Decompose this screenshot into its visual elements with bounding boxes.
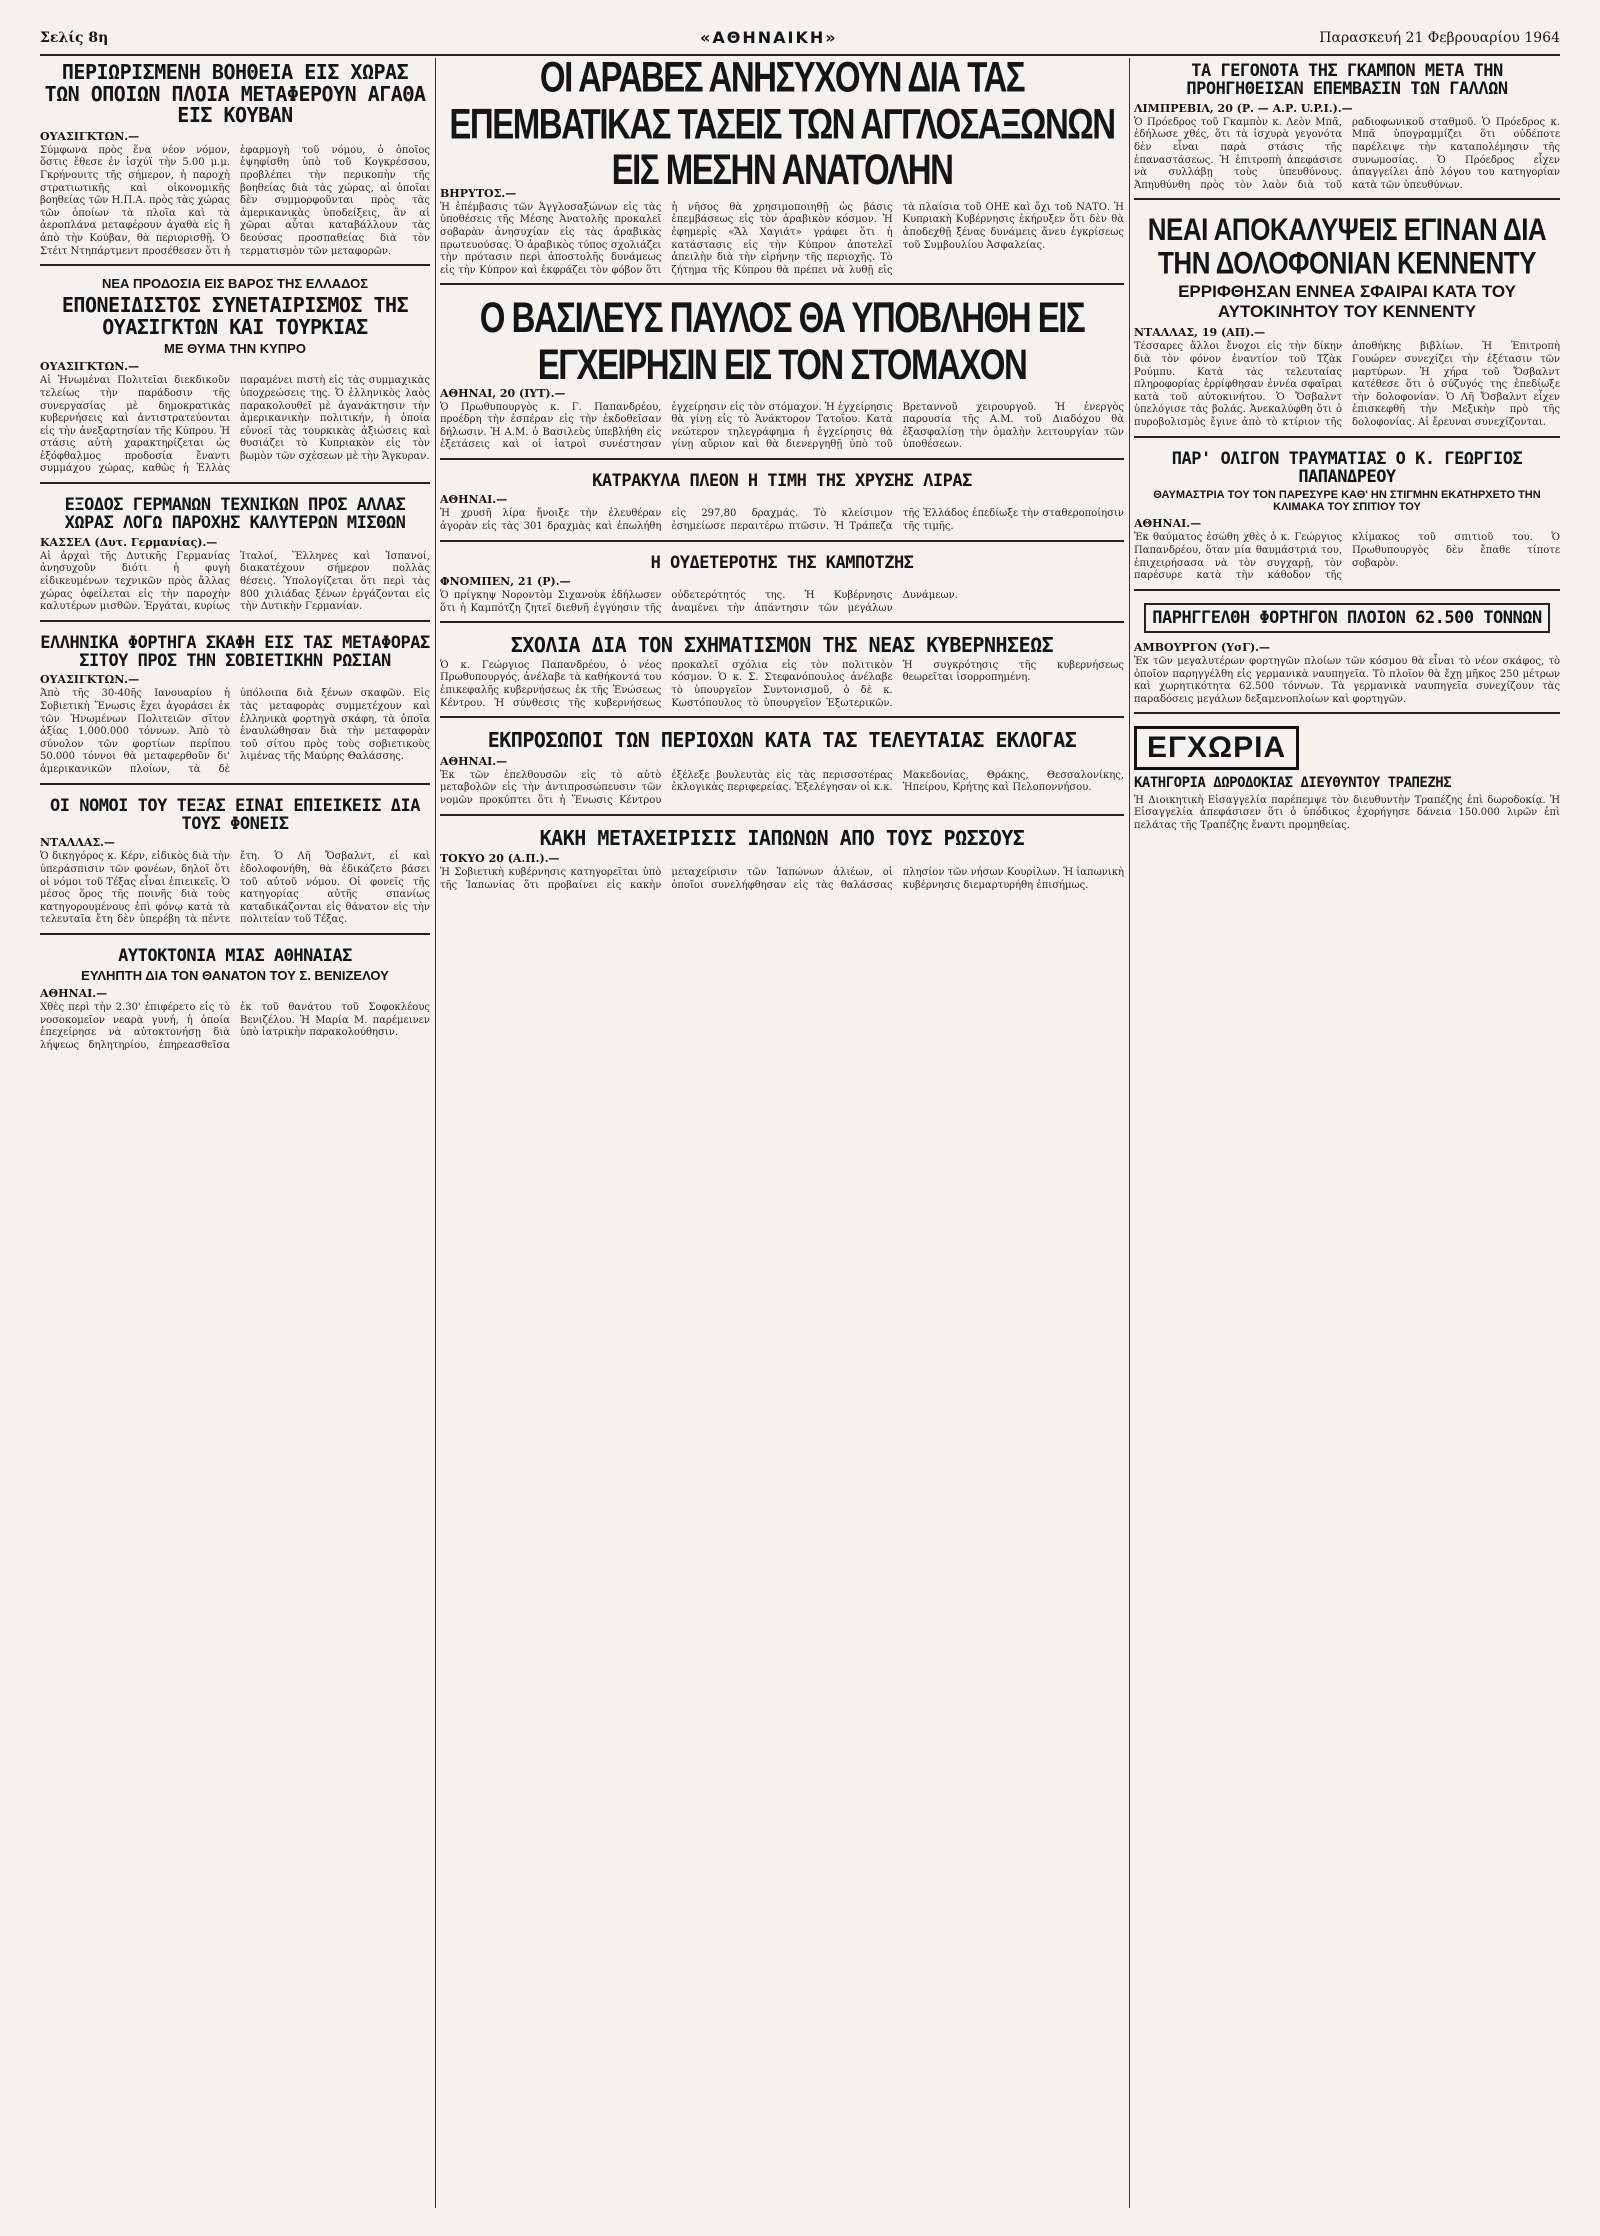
section-logo: ΕΓΧΩΡΙΑ (1134, 726, 1299, 770)
article-subheadline: ΘΑΥΜΑΣΤΡΙΑ ΤΟΥ ΤΟΝ ΠΑΡΕΣΥΡΕ ΚΑΘ' ΗΝ ΣΤΙΓΜΗΝ ΕΚΑΤΗΡΧΕΤΟ ΤΗΝ ΚΛΙΜΑΚΑ ΤΟΥ ΣΠΙΤΙΟΥ ΤΟΥ (1153, 489, 1541, 514)
article-suicide (40, 943, 430, 1059)
article-japanese-fishermen (440, 824, 1124, 899)
article-dateline: ΑΘΗΝΑΙ.— (40, 987, 108, 1001)
headline-box (1144, 603, 1550, 633)
article-headline: ΠΕΡΙΩΡΙΣΜΕΝΗ ΒΟΗΘΕΙΑ ΕΙΣ ΧΩΡΑΣ ΤΩΝ ΟΠΟΙΩΝ ΠΛΟΙΑ ΜΕΤΑΦΕΡΟΥΝ ΑΓΑΘΑ ΕΙΣ ΚΟΥΒΑΝ (44, 60, 426, 128)
article-dateline: ΟΥΑΣΙΓΚΤΩΝ.— (40, 360, 140, 374)
article-body: Χθὲς περὶ τὴν 2.30' ἐπιφέρετο εἰς τὸ νοσοκομεῖον νεαρὰ γυνή, ἡ ὁποία ἐπεχείρησε νὰ αὐτοκτονήσῃ διὰ λήψεως δηλητηρίου, ἐπηρεασθεῖσα ἐκ τοῦ θανάτου τοῦ Σοφοκλέους Βενιζέλου. Ἡ Μαρία Μ. παρέμεινεν ὑπὸ ἰατρικὴν παρακολούθησιν. (40, 1002, 430, 1052)
article-dateline: ΦΝΟΜΠΕΝ, 21 (Ρ).— (440, 574, 571, 588)
column-center (440, 58, 1124, 2208)
column-left (40, 58, 430, 2208)
issue-date: Παρασκευή 21 Φεβρουαρίου 1964 (1319, 30, 1560, 46)
article-election-reps (440, 726, 1124, 815)
article-kennedy (1134, 208, 1560, 437)
article-headline: ΕΠΟΝΕΙΔΙΣΤΟΣ ΣΥΝΕΤΑΙΡΙΣΜΟΣ ΤΗΣ ΟΥΑΣΙΓΚΤΩΝ ΚΑΙ ΤΟΥΡΚΙΑΣ (61, 293, 409, 339)
column-right (1134, 58, 1560, 2208)
article-dateline: ΒΗΡΥΤΟΣ.— (440, 186, 517, 200)
article-dateline: ΟΥΑΣΙΓΚΤΩΝ.— (40, 129, 140, 143)
article-headline: ΝΕΑΙ ΑΠΟΚΑΛΥΨΕΙΣ ΕΓΙΝΑΝ ΔΙΑ ΤΗΝ ΔΟΛΟΦΟΝΙΑΝ ΚΕΝΝΕΝΤΥ (1147, 211, 1547, 282)
article-headline: ΟΙ ΑΡΑΒΕΣ ΑΝΗΣΥΧΟΥΝ ΔΙΑ ΤΑΣ ΕΠΕΜΒΑΤΙΚΑΣ ΤΑΣΕΙΣ ΤΩΝ ΑΓΓΛΟΣΑΞΩΝΩΝ ΕΙΣ ΜΕΣΗΝ ΑΝΑΤΟΛΗΝ (449, 58, 1115, 194)
article-headline: ΕΛΛΗΝΙΚΑ ΦΟΡΤΗΓΑ ΣΚΑΦΗ ΕΙΣ ΤΑΣ ΜΕΤΑΦΟΡΑΣ ΣΙΤΟΥ ΠΡΟΣ ΤΗΝ ΣΟΒΙΕΤΙΚΗΝ ΡΩΣΙΑΝ (40, 632, 430, 672)
article-headline: ΑΥΤΟΚΤΟΝΙΑ ΜΙΑΣ ΑΘΗΝΑΙΑΣ (118, 945, 352, 966)
article-dateline: ΑΘΗΝΑΙ.— (440, 493, 508, 507)
article-body: Ὁ δικηγόρος κ. Κέρν, εἰδικὸς διὰ τὴν ὑπεράσπισιν τῶν φονέων, δηλοῖ ὅτι οἱ νόμοι τοῦ Τέξας εἶναι ἐπιεικεῖς. Ὁ μέσος ὅρος τῆς ποινῆς διὰ τοὺς κατηγορουμένους ἐπὶ φόνῳ κατὰ τὰ τελευταῖα ἔτη δὲν ὑπερέβη τὰ πέντε ἔτη. Ὁ Λῆ Ὄσβαλντ, εἰ καὶ ἐδολοφονήθη, θὰ ἐδικάζετο βάσει τοῦ αὐτοῦ νόμου. Οἱ φονεῖς τῆς κατηγορίας αὐτῆς σπανίως καταδικάζονται εἰς θάνατον εἰς τὴν πολιτείαν τοῦ Τέξας. (40, 851, 430, 926)
masthead (40, 28, 1560, 56)
article-subheadline: ΕΡΡΙΦΘΗΣΑΝ ΕΝΝΕΑ ΣΦΑΙΡΑΙ ΚΑΤΑ ΤΟΥ ΑΥΤΟΚΙΝΗΤΟΥ ΤΟΥ ΚΕΝΝΕΝΤΥ (1178, 282, 1516, 322)
newspaper-title: «ΑΘΗΝΑΙΚΗ» (700, 28, 838, 47)
article-body: Ὁ πρίγκηψ Νοροντὸμ Σιχανοὺκ ἐδήλωσεν ὅτι ἡ Καμπότζη ζητεῖ διεθνῆ ἐγγύησιν τῆς οὐδετερότητός της. Ἡ Κυβέρνησις ἀναμένει τὴν ἀπάντησιν τῶν μεγάλων Δυνάμεων. (440, 589, 958, 614)
article-dateline: ΚΑΣΣΕΛ (Δυτ. Γερμανίας).— (40, 535, 218, 549)
article-headline: ΤΑ ΓΕΓΟΝΟΤΑ ΤΗΣ ΓΚΑΜΠΟΝ ΜΕΤΑ ΤΗΝ ΠΡΟΗΓΗΘΕΙΣΑΝ ΕΠΕΜΒΑΣΙΝ ΤΩΝ ΓΑΛΛΩΝ (1186, 61, 1508, 100)
article-dateline: ΑΘΗΝΑΙ.— (1134, 517, 1202, 531)
article-cargo-ship (1134, 599, 1560, 715)
article-king-paul (440, 293, 1124, 460)
article-headline: ΚΑΚΗ ΜΕΤΑΧΕΙΡΙΣΙΣ ΙΑΠΩΝΩΝ ΑΠΟ ΤΟΥΣ ΡΩΣΣΟΥΣ (539, 825, 1025, 850)
article-body: Ἐκ θαύματος ἐσώθη χθὲς ὁ κ. Γεώργιος Παπανδρέου, ὅταν μία θαυμάστριά του, ἐπιχειρήσασα νὰ τὸν συγχαρῇ, τὸν παρέσυρε κατὰ τὴν κάθοδον τῆς κλίμακος τοῦ σπιτιοῦ του. Ὁ Πρωθυπουργὸς δὲν ἔπαθε τίποτε σοβαρὸν. (1134, 532, 1560, 582)
article-dateline: ΤΟΚΥΟ 20 (Α.Π.).— (440, 852, 560, 866)
article-dateline: ΑΘΗΝΑΙ.— (440, 754, 508, 768)
article-arabs-worried (440, 58, 1124, 285)
article-body: Αἱ Ἡνωμέναι Πολιτεῖαι διεκδικοῦν τελείως τὴν παράδοσιν τῆς συνεργασίας μὲ δημοκρατικὰς κυβερνήσεις καὶ ἀντιστρατεύονται εἰς τὴν ἀνεξαρτησίαν τῆς Κύπρου. Ἡ στάσις αὐτὴ χαρακτηρίζεται ὡς ἐξόφθαλμος προδοσία ἔναντι συμμάχου χώρας, καθὼς ἡ Ἑλλὰς παραμένει πιστὴ εἰς τὰς συμμαχικὰς ὑποχρεώσεις της. Ὁ ἑλληνικὸς λαὸς παρακολουθεῖ μὲ ἀγανάκτησιν τὴν ἀμερικανικὴν πολιτικήν, ἡ ὁποία εὐνοεῖ τὰς τουρκικὰς ἀξιώσεις καὶ θυσιάζει τὸ Κυπριακὸν εἰς τὸν βωμὸν τῶν σχέσεων μὲ τὴν Ἄγκυραν. (40, 375, 430, 475)
page-number: Σελίς 8η (40, 30, 109, 46)
article-body: Ἐκ τῶν μεγαλυτέρων φορτηγῶν πλοίων τῶν κόσμου θὰ εἶναι τὸ νέον σκάφος, τὸ ὁποῖον παρηγγέλθη εἰς γερμανικὰ ναυπηγεῖα. Τὸ πλοῖον θὰ ἔχῃ μῆκος 250 μέτρων καὶ χωρητικότητα 62.500 τόννων. Τὰ γερμανικὰ ναυπηγεῖα συνεχίζουν τὰς παραδόσεις μεγάλων δεξαμενοπλοίων καὶ φορτηγῶν. (1134, 656, 1560, 705)
article-headline: ΟΙ ΝΟΜΟΙ ΤΟΥ ΤΕΞΑΣ ΕΙΝΑΙ ΕΠΙΕΙΚΕΙΣ ΔΙΑ ΤΟΥΣ ΦΟΝΕΙΣ (50, 795, 420, 834)
article-greek-freighters (40, 630, 430, 785)
article-dateline: ΝΤΑΛΛΑΣ, 19 (ΑΠ).— (1134, 326, 1266, 340)
article-headline: ΚΑΤΡΑΚΥΛΑ ΠΛΕΟΝ Η ΤΙΜΗ ΤΗΣ ΧΡΥΣΗΣ ΛΙΡΑΣ (592, 471, 972, 492)
article-texas-laws (40, 793, 430, 935)
article-headline: ΠΑΡ' ΟΛΙΓΟΝ ΤΡΑΥΜΑΤΙΑΣ Ο Κ. ΓΕΩΡΓΙΟΣ ΠΑΠΑΝΔΡΕΟΥ (1171, 448, 1523, 487)
column-divider (435, 58, 436, 2208)
article-gabon (1134, 58, 1560, 200)
article-new-government (440, 631, 1124, 718)
article-headline: ΕΚΠΡΟΣΩΠΟΙ ΤΩΝ ΠΕΡΙΟΧΩΝ ΚΑΤΑ ΤΑΣ ΤΕΛΕΥΤΑΙΑΣ ΕΚΛΟΓΑΣ (487, 728, 1077, 753)
article-german-technicians (40, 492, 430, 622)
article-body: Ἡ Σοβιετικὴ κυβέρνησις κατηγορεῖται ὑπὸ τῆς Ἰαπωνίας ὅτι προβαίνει εἰς κακὴν μεταχείρισιν τῶν Ἰαπώνων ἁλιέων, οἱ ὁποῖοι συνελήφθησαν εἰς τὰς θαλάσσας πλησίον τῶν νήσων Κουρίλων. Ἡ ἰαπωνικὴ κυβέρνησις διεμαρτυρήθη ἐπισήμως. (440, 867, 1124, 891)
article-subheadline: ΕΥΛΗΠΤΗ ΔΙΑ ΤΟΝ ΘΑΝΑΤΟΝ ΤΟΥ Σ. ΒΕΝΙΖΕΛΟΥ (81, 968, 389, 984)
article-body: Ἀπὸ τῆς 30-40ῆς Ιανουαρίου ἡ Σοβιετικὴ Ἕνωσις ἔχει ἀγοράσει ἐκ τῶν Ἡνωμένων Πολιτειῶν σῖτον ἀξίας 1.000.000 τόννων. Ἀπὸ τὸ σύνολον τῶν φορτίων περίπου 50.000 τόννοι θὰ μεταφερθοῦν δι' ἀμερικανικῶν πλοίων, τὰ δὲ ὑπόλοιπα διὰ ξένων σκαφῶν. Εἰς τὰς μεταφορὰς συμμετέχουν καὶ ἑλληνικὰ φορτηγὰ σκάφη, τὰ ὁποῖα ἐναυλώθησαν διὰ τὴν μεταφορὰν τοῦ σίτου πρὸς τοὺς σοβιετικοὺς λιμένας τῆς Μαύρης Θαλάσσης. (40, 688, 430, 776)
article-dateline: ΝΤΑΛΛΑΣ.— (40, 836, 115, 850)
article-headline: ΣΧΟΛΙΑ ΔΙΑ ΤΟΝ ΣΧΗΜΑΤΙΣΜΟΝ ΤΗΣ ΝΕΑΣ ΚΥΒΕΡΝΗΣΕΩΣ (510, 633, 1054, 658)
article-limited-aid (40, 58, 430, 266)
article-kicker: ΝΕΑ ΠΡΟΔΟΣΙΑ ΕΙΣ ΒΑΡΟΣ ΤΗΣ ΕΛΛΑΔΟΣ (101, 276, 369, 292)
article-body: Τέσσαρες ἄλλοι ἔνοχοι εἰς τὴν δίκην διὰ τὸν φόνον ἐναντίον τοῦ Τζὰκ Ρούμπυ. Κατὰ τὰς τελευταίας πληροφορίας ἐρρίφθησαν ἐννέα σφαῖραι κατὰ τοῦ αὐτοκινήτου. Ὁ Ὄσβαλντ ὑπελόγισε τὰς βολάς. Ἀνεκαλύφθη ὅτι ὁ πυροβολισμὸς ἔγινε ἀπὸ τὸ κτίριον τῆς ἀποθήκης βιβλίων. Ἡ Ἐπιτροπὴ Γουώρεν συνεχίζει τὴν ἐξέτασιν τῶν μαρτύρων. Ἡ χήρα τοῦ Ὄσβαλντ κατέθεσε ὅτι ὁ σύζυγός της ἐπεδίωξε τὴν δολοφονίαν. Ὁ Λῆ Ὄσβαλντ εἶχεν ἐπισκεφθῆ τὴν Μεξικὴν πρὸ τῆς δολοφονίας. Αἱ ἔρευναι συνεχίζονται. (1134, 341, 1560, 428)
column-divider (1129, 58, 1130, 2208)
article-gold-sovereign (440, 468, 1124, 542)
article-cambodia (440, 550, 1124, 624)
article-body: Ὁ κ. Γεώργιος Παπανδρέου, ὁ νέος Πρωθυπουργός, ἀνέλαβε τὰ καθήκοντά του ἐπικεφαλῆς κυβερνήσεως ἐκ τῆς Ἑνώσεως Κέντρου. Ἡ σύνθεσις τῆς κυβερνήσεως προκαλεῖ σχόλια εἰς τὸν πολιτικὸν κόσμον. Ὁ κ. Σ. Στεφανόπουλος ἀνέλαβε τὸ ὑπουργεῖον Συντονισμοῦ, ὁ δὲ κ. Κωστόπουλος τὸ ὑπουργεῖον Ἐξωτερικῶν. Ἡ συγκρότησις τῆς κυβερνήσεως θεωρεῖται ἰσορροπημένη. (440, 659, 1124, 709)
article-body: Σύμφωνα πρὸς ἕνα νέον νόμον, ὅστις ἔθεσε ἐν ἰσχύϊ τὴν 5.00 μ.μ. Γκρήνουιτς τῆς σήμερον, ἡ παροχὴ στρατιωτικῆς καὶ οἰκονομικῆς βοηθείας τῶν Η.Π.Α. πρὸς τὰς χώρας τῶν ὁποίων τὰ πλοῖα καὶ τὰ ἀεροπλάνα μεταφέρουν ἀγαθὰ εἰς ἢ ἀπὸ τὴν Κούβαν, θὰ περιορισθῇ. Ὁ Στέιτ Ντηπάρτμεντ προσέθεσεν ὅτι ἡ ἐφαρμογὴ τοῦ νόμου, ὁ ὁποῖος ἐψηφίσθη ὑπὸ τοῦ Κογκρέσσου, προβλέπει τὴν περικοπὴν τῆς βοηθείας διὰ τὰς χώρας, αἱ ὁποῖαι δὲν συμμορφοῦνται πρὸς τὰς ἀμερικανικὰς ὑποδείξεις, ἂν αἱ χῶραι αὗται καταβάλλουν τὰς δεούσας προσπαθείας διὰ τὸν τερματισμὸν τῶν μεταφορῶν. (40, 144, 430, 257)
article-dateline: ΟΥΑΣΙΓΚΤΩΝ.— (40, 673, 140, 687)
article-bank-bribery (1134, 722, 1560, 838)
article-dateline: ΑΜΒΟΥΡΓΟΝ (ΥσΓ).— (1134, 641, 1271, 655)
article-headline: ΠΑΡΗΓΓΕΛΘΗ ΦΟΡΤΗΓΟΝ ΠΛΟΙΟΝ 62.500 ΤΟΝΝΩΝ (1152, 607, 1542, 628)
article-body: Ἡ ἐπέμβασις τῶν Ἀγγλοσαξώνων εἰς τὰς ὑποθέσεις τῆς Μέσης Ἀνατολῆς προκαλεῖ σοβαρὰν ἀνησυχίαν εἰς τὰς ἀραβικὰς πρωτευούσας. Ὁ ἀραβικὸς τύπος σχολιάζει τὴν πρότασιν περὶ ἀποστολῆς δυνάμεως εἰς τὴν Κύπρον καὶ ἐκφράζει τὸν φόβον ὅτι ἡ νῆσος θὰ χρησιμοποιηθῇ ὡς βάσις ἐπεμβάσεως εἰς τὸν ἀραβικὸν κόσμον. Ἡ ἐφημερὶς «Ἄλ Χαγιάτ» γράφει ὅτι ἡ κατάστασις εἰς τὴν Κύπρον ἀποτελεῖ ἀπειλὴν διὰ τὴν εἰρήνην τῆς περιοχῆς. Τὸ ζήτημα τῆς Κύπρου θὰ πρέπει νὰ λυθῇ εἰς τὰ πλαίσια τοῦ ΟΗΕ καὶ ὄχι τοῦ ΝΑΤΟ. Ἡ Κυπριακὴ Κυβέρνησις ἐκήρυξεν ὅτι δὲν θὰ ἀποδεχθῇ ξένας δυνάμεις ἄνευ ἐγκρίσεως τοῦ Συμβουλίου Ἀσφαλείας. (440, 201, 1124, 276)
article-body: Ἡ Διοικητικὴ Εἰσαγγελία παρέπεμψε τὸν διευθυντὴν Τραπέζης ἐπὶ δωροδοκίᾳ. Ἡ Εἰσαγγελία ἀπεφάσισεν ὅτι ὁ ὑπόδικος ἐχορήγησε δάνεια 150.000 λιρῶν ἐπὶ πελάτας τῆς Τραπέζης ἔναντι προμηθείας. (1134, 794, 1560, 831)
article-body: Ἐκ τῶν ἐπελθουσῶν εἰς τὸ αὐτὸ μεταβολῶν εἰς τὴν ἀντιπροσώπευσιν τῶν νομῶν προκύπτει ὅτι ἡ Ἕνωσις Κέντρου ἐξέλεξε βουλευτὰς εἰς τὰς περισσοτέρας ἐκλογικὰς περιφερείας. Ἐξελέγησαν οἱ κ.κ. Μακεδονίας, Θράκης, Θεσσαλονίκης, Ἠπείρου, Κρήτης καὶ Πελοποννήσου. (440, 769, 1124, 806)
article-papandreou (1134, 446, 1560, 591)
article-subheadline: ΜΕ ΘΥΜΑ ΤΗΝ ΚΥΠΡΟ (164, 341, 306, 357)
article-headline: Η ΟΥΔΕΤΕΡΟΤΗΣ ΤΗΣ ΚΑΜΠΟΤΖΗΣ (650, 552, 914, 573)
article-body: Αἱ ἀρχαὶ τῆς Δυτικῆς Γερμανίας ἀνησυχοῦν διότι ἡ φυγὴ εἰδικευμένων τεχνικῶν πρὸς ἄλλας χώρας ὀφείλεται εἰς τὴν παροχὴν καλυτέρων μισθῶν. Ἐργάται, κυρίως Ἰταλοί, Ἕλληνες καὶ Ἱσπανοί, διακατέχουν σήμερον πολλὰς θέσεις. Ὑπολογίζεται ὅτι περὶ τὰς 800 χιλιάδας ξένων ἐργάζονται εἰς τὴν Δυτικὴν Γερμανίαν. (40, 550, 430, 613)
article-headline: Ο ΒΑΣΙΛΕΥΣ ΠΑΥΛΟΣ ΘΑ ΥΠΟΒΛΗΘΗ ΕΙΣ ΕΓΧΕΙΡΗΣΙΝ ΕΙΣ ΤΟΝ ΣΤΟΜΑΧΟΝ (479, 293, 1085, 388)
article-dateline: ΑΘΗΝΑΙ, 20 (ΙΥΤ).— (440, 386, 566, 400)
article-headline: ΚΑΤΗΓΟΡΙΑ ΔΩΡΟΔΟΚΙΑΣ ΔΙΕΥΘΥΝΤΟΥ ΤΡΑΠΕΖΗΣ (1134, 775, 1452, 792)
article-body: Ὁ Πρόεδρος τοῦ Γκαμπὸν κ. Λεὸν Μπᾶ, ἐδήλωσε χθές, ὅτι τὰ ἰσχυρὰ γεγονότα δὲν εἶναι παρὰ στάσις τῆς ἐπαναστάσεως. Ἡ ἐπιτροπὴ ἀπεφάσισε νὰ συλλάβῃ τοὺς ὑπευθύνους. Ἀπηυθύνθη πρὸς τὸν λαὸν διὰ τοῦ ραδιοφωνικοῦ σταθμοῦ. Ὁ Πρόεδρος κ. Μπᾶ ὑπογραμμίζει ὅτι οὐδέποτε παρέλειψε τὴν καταπολέμησιν τῆς συνωμοσίας. Ὁ Πρόεδρος εἶχεν ἀπαγγείλει ἀπὸ λόγου του κατηγορίαν κατὰ τῶν ὑπευθύνων. (1134, 116, 1560, 191)
article-us-turkey (40, 274, 430, 484)
article-body: Ὁ Πρωθυπουργὸς κ. Γ. Παπανδρέου, προέδρη τὴν ἑσπέραν εἰς τὴν ἐκδοθεῖσαν δήλωσιν. Ἡ Α.Μ. ὁ Βασιλεὺς ὑπεβλήθη εἰς ἐξετάσεις καὶ οἱ ἰατροὶ συνέστησαν ἐγχείρησιν εἰς τὸν στόμαχον. Ἡ ἐγχείρησις θὰ γίνῃ εἰς τὸ Ἀνάκτορον Τατοΐου. Κατὰ νεώτερον τηλεγράφημα ἡ ἐγχείρησις θὰ γίνῃ αὔριον καὶ θὰ διενεργηθῇ ὑπὸ τοῦ Βρεταννοῦ χειρουργοῦ. Ἡ ἐνεργὸς παρουσία τῆς Α.Μ. τοῦ Διαδόχου θὰ ἐξασφαλίσῃ τὴν ὁμαλὴν λειτουργίαν τῶν ὑποθέσεων. (440, 401, 1124, 451)
article-body: Ἡ χρυσῆ λίρα ἤνοιξε τὴν ἑλευθέραν ἀγορὰν εἰς τὰς 301 δραχμὰς καὶ ἐπωλήθη εἰς 297,80 δραχμάς. Τὸ κλείσιμον ἐσημείωσε περαιτέρω πτῶσιν. Ἡ Τράπεζα τῆς Ἑλλάδος ἐπεδίωξε τὴν σταθεροποίησιν τῆς τιμῆς. (440, 508, 1124, 533)
article-dateline: ΛΙΜΠΡΕΒΙΛ, 20 (Ρ. — Α.Ρ. U.P.I.).— (1134, 101, 1353, 115)
article-headline: ΕΞΟΔΟΣ ΓΕΡΜΑΝΩΝ ΤΕΧΝΙΚΩΝ ΠΡΟΣ ΑΛΛΑΣ ΧΩΡΑΣ ΛΟΓΩ ΠΑΡΟΧΗΣ ΚΑΛΥΤΕΡΩΝ ΜΙΣΘΩΝ (64, 495, 406, 534)
